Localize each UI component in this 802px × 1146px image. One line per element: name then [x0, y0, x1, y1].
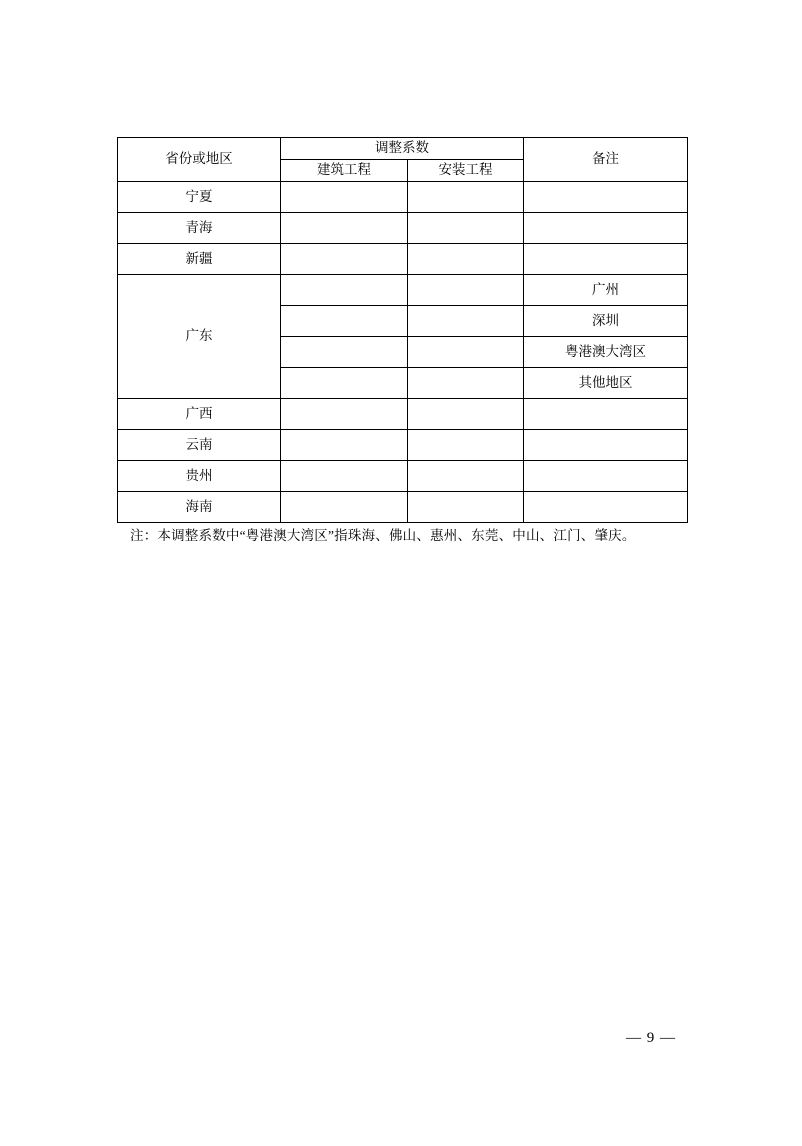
cell-installation — [408, 244, 524, 275]
cell-construction — [281, 306, 408, 337]
page-number — [0, 1030, 802, 1047]
header-coefficient: 调整系数 — [281, 138, 524, 160]
cell-construction — [281, 368, 408, 399]
cell-region: 广西 — [118, 399, 281, 430]
cell-remark — [524, 399, 688, 430]
cell-installation — [408, 430, 524, 461]
cell-construction — [281, 430, 408, 461]
cell-installation — [408, 275, 524, 306]
cell-construction — [281, 492, 408, 523]
cell-remark: 广州 — [524, 275, 688, 306]
cell-remark — [524, 492, 688, 523]
coefficient-table-container — [117, 137, 687, 523]
cell-construction — [281, 244, 408, 275]
cell-remark: 粤港澳大湾区 — [524, 337, 688, 368]
table-row — [118, 213, 688, 244]
cell-installation — [408, 306, 524, 337]
header-remark: 备注 — [524, 138, 688, 182]
cell-region: 贵州 — [118, 461, 281, 492]
cell-remark — [524, 430, 688, 461]
cell-remark — [524, 182, 688, 213]
cell-region: 新疆 — [118, 244, 281, 275]
cell-remark: 深圳 — [524, 306, 688, 337]
table-row-guangdong — [118, 275, 688, 306]
cell-installation — [408, 399, 524, 430]
table-header-row-1 — [118, 138, 688, 160]
cell-region: 宁夏 — [118, 182, 281, 213]
cell-remark — [524, 244, 688, 275]
table-note: 注：本调整系数中“粤港澳大湾区”指珠海、佛山、惠州、东莞、中山、江门、肇庆。 — [130, 528, 636, 543]
header-construction: 建筑工程 — [281, 160, 408, 182]
header-installation: 安装工程 — [408, 160, 524, 182]
cell-construction — [281, 399, 408, 430]
table-row — [118, 399, 688, 430]
cell-construction — [281, 182, 408, 213]
cell-construction — [281, 337, 408, 368]
cell-construction — [281, 461, 408, 492]
header-region: 省份或地区 — [118, 138, 281, 182]
cell-remark: 其他地区 — [524, 368, 688, 399]
cell-region: 青海 — [118, 213, 281, 244]
page-number-text: — 9 — — [626, 1030, 676, 1046]
cell-region: 云南 — [118, 430, 281, 461]
cell-remark — [524, 461, 688, 492]
cell-installation — [408, 368, 524, 399]
cell-installation — [408, 182, 524, 213]
table-row — [118, 492, 688, 523]
table-row — [118, 461, 688, 492]
coefficient-table — [117, 137, 688, 523]
cell-construction — [281, 275, 408, 306]
cell-region: 海南 — [118, 492, 281, 523]
cell-region-guangdong: 广东 — [118, 275, 281, 399]
table-row — [118, 182, 688, 213]
cell-construction — [281, 213, 408, 244]
cell-installation — [408, 492, 524, 523]
table-row — [118, 430, 688, 461]
cell-installation — [408, 337, 524, 368]
table-row — [118, 244, 688, 275]
cell-remark — [524, 213, 688, 244]
cell-installation — [408, 461, 524, 492]
cell-installation — [408, 213, 524, 244]
